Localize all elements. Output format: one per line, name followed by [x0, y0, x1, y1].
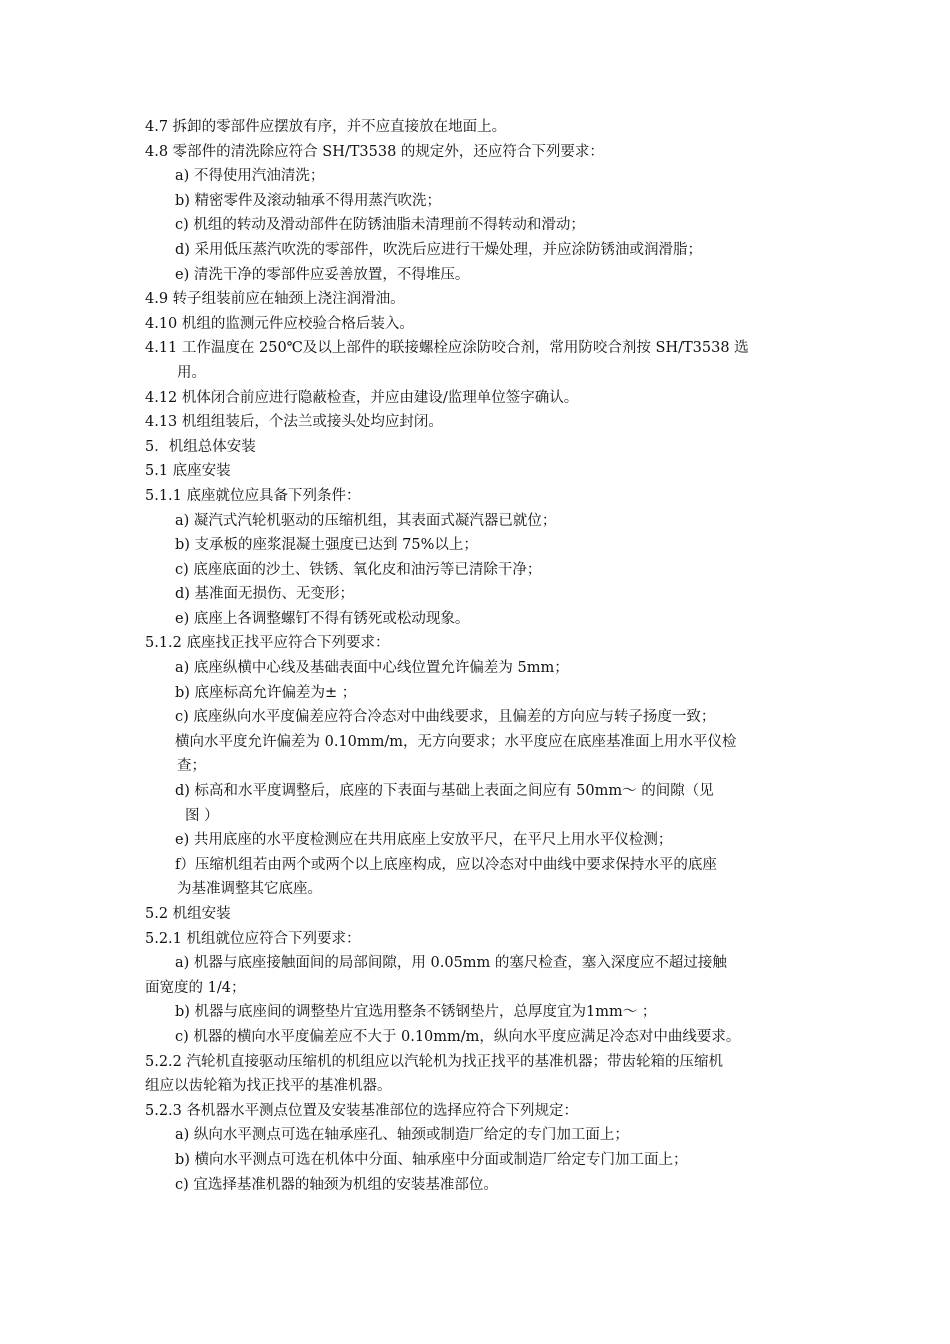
clause-4-8: 4.8 零部件的清洗除应符合 SH/T3538 的规定外，还应符合下列要求： [145, 143, 604, 160]
clause-5-2-3-c: c) 宜选择基准机器的轴颈为机组的安装基准部位。 [175, 1176, 498, 1193]
clause-4-8-d: d) 采用低压蒸汽吹洗的零部件，吹洗后应进行干燥处理，并应涂防锈油或润滑脂； [175, 241, 703, 258]
clause-5-1-1-a: a) 凝汽式汽轮机驱动的压缩机组，其表面式凝汽器已就位； [175, 512, 557, 529]
clause-5-2-1: 5.2.1 机组就位应符合下列要求： [145, 930, 361, 947]
clause-5-1-2-b: b) 底座标高允许偏差为± ； [175, 684, 357, 701]
clause-5-1-2-c-cont2: 查； [177, 758, 206, 775]
clause-5-1-1-c: c) 底座底面的沙土、铁锈、氧化皮和油污等已清除干净； [175, 561, 542, 578]
clause-4-7: 4.7 拆卸的零部件应摆放有序，并不应直接放在地面上。 [145, 119, 507, 135]
clause-4-13: 4.13 机组组装后，个法兰或接头处均应封闭。 [145, 414, 443, 431]
clause-5-2-1-c: c) 机器的横向水平度偏差应不大于 0.10mm/m，纵向水平度应满足冷态对中曲线要求。 [175, 1028, 741, 1045]
section-5-heading: 5．机组总体安装 [145, 438, 256, 455]
clause-5-1-2-f-cont: 为基准调整其它底座。 [177, 881, 322, 898]
clause-5-2-1-a: a) 机器与底座接触面间的局部间隙，用 0.05mm 的塞尺检查，塞入深度应不超过接触 [175, 955, 727, 972]
clause-5-1-2-a: a) 底座纵横中心线及基础表面中心线位置允许偏差为 5mm； [175, 660, 569, 677]
clause-5-1-2-c-cont1: 横向水平度允许偏差为 0.10mm/m，无方向要求；水平度应在底座基准面上用水平仪检 [175, 733, 737, 750]
clause-5-1-2-f: f）压缩机组若由两个或两个以上底座构成，应以冷态对中曲线中要求保持水平的底座 [175, 856, 717, 873]
clause-4-8-c: c) 机组的转动及滑动部件在防锈油脂未清理前不得转动和滑动； [175, 217, 585, 234]
clause-4-8-e: e) 清洗干净的零部件应妥善放置，不得堆压。 [175, 266, 470, 283]
clause-5-1-1: 5.1.1 底座就位应具备下列条件： [145, 487, 361, 504]
clause-4-12: 4.12 机体闭合前应进行隐蔽检查，并应由建设/监理单位签字确认。 [145, 389, 579, 406]
clause-4-10: 4.10 机组的监测元件应校验合格后装入。 [145, 315, 414, 332]
clause-4-8-b: b) 精密零件及滚动轴承不得用蒸汽吹洗； [175, 192, 442, 209]
clause-5-1-2-d: d) 标高和水平度调整后，底座的下表面与基础上表面之间应有 50mm～ 的间隙（见 [175, 783, 714, 800]
section-5-2-heading: 5.2 机组安装 [145, 906, 231, 922]
clause-5-2-1-b: b) 机器与底座间的调整垫片宜选用整条不锈钢垫片，总厚度宜为1mm～ ； [175, 1004, 657, 1021]
clause-5-2-1-a-cont: 面宽度的 1/4； [145, 979, 246, 996]
clause-5-2-3-b: b) 横向水平测点可选在机体中分面、轴承座中分面或制造厂给定专门加工面上； [175, 1151, 688, 1168]
clause-5-1-2-e: e) 共用底座的水平度检测应在共用底座上安放平尺，在平尺上用水平仪检测； [175, 832, 673, 849]
section-5-1-heading: 5.1 底座安装 [145, 463, 231, 480]
clause-5-1-1-e: e) 底座上各调整螺钉不得有锈死或松动现象。 [175, 610, 470, 627]
clause-5-1-2-c: c) 底座纵向水平度偏差应符合冷态对中曲线要求，且偏差的方向应与转子扬度一致； [175, 709, 716, 726]
clause-4-9: 4.9 转子组装前应在轴颈上浇注润滑油。 [145, 291, 405, 308]
clause-5-1-2: 5.1.2 底座找正找平应符合下列要求： [145, 635, 390, 652]
clause-5-2-2-cont: 组应以齿轮箱为找正找平的基准机器。 [145, 1078, 392, 1095]
clause-5-2-2: 5.2.2 汽轮机直接驱动压缩机的机组应以汽轮机为找正找平的基准机器；带齿轮箱的压缩机 [145, 1053, 723, 1070]
clause-4-11: 4.11 工作温度在 250℃及以上部件的联接螺栓应涂防咬合剂，常用防咬合剂按 SH/T3538 选 [145, 340, 749, 357]
clause-4-8-a: a) 不得使用汽油清洗； [175, 168, 325, 185]
clause-4-11-cont: 用。 [177, 364, 206, 381]
clause-5-1-1-b: b) 支承板的座浆混凝土强度已达到 75%以上； [175, 537, 478, 554]
document-page [145, 115, 810, 1197]
clause-5-1-2-d-cont: 图 ） [185, 807, 219, 824]
clause-5-1-1-d: d) 基准面无损伤、无变形； [175, 586, 355, 603]
clause-5-2-3: 5.2.3 各机器水平测点位置及安装基准部位的选择应符合下列规定： [145, 1102, 579, 1119]
clause-5-2-3-a: a) 纵向水平测点可选在轴承座孔、轴颈或制造厂给定的专门加工面上； [175, 1127, 629, 1144]
